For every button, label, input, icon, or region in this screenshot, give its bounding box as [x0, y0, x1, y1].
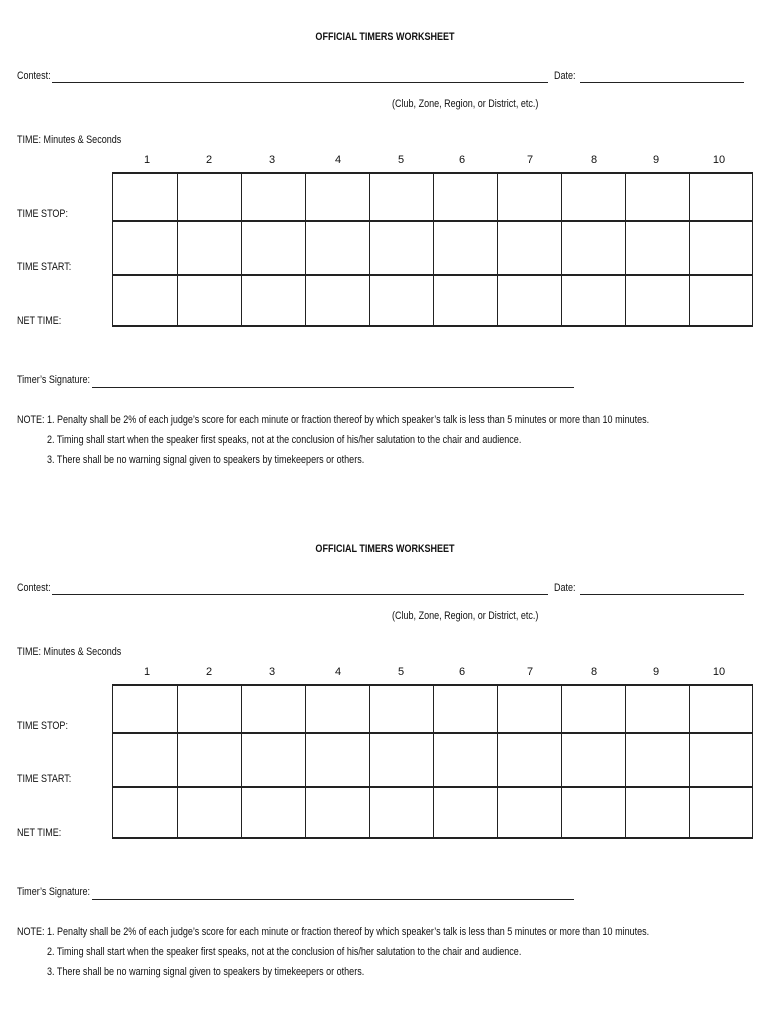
- row-label-time-start: TIME START:: [17, 261, 72, 273]
- column-number: 5: [397, 666, 405, 678]
- note-item: 3. There shall be no warning signal given to speakers by timekeepers or others.: [47, 966, 365, 978]
- row-label-net-time: NET TIME:: [17, 827, 62, 839]
- date-label: Date:: [554, 582, 576, 594]
- column-number: 5: [397, 154, 405, 166]
- time-grid[interactable]: [112, 684, 753, 839]
- note-prefix: NOTE:: [17, 926, 45, 938]
- row-label-net-time: NET TIME:: [17, 315, 62, 327]
- column-number: 4: [334, 154, 342, 166]
- column-number: 7: [526, 154, 534, 166]
- row-label-time-start: TIME START:: [17, 773, 72, 785]
- column-number: 3: [268, 666, 276, 678]
- column-number: 6: [458, 666, 466, 678]
- date-field[interactable]: [580, 594, 744, 595]
- signature-field[interactable]: [92, 387, 574, 388]
- note-item: 2. Timing shall start when the speaker first speaks, not at the conclusion of his/her salutation to the chair and audience.: [47, 434, 522, 446]
- worksheet-title: OFFICIAL TIMERS WORKSHEET: [315, 31, 455, 43]
- date-field[interactable]: [580, 82, 744, 83]
- column-number: 7: [526, 666, 534, 678]
- column-number: 4: [334, 666, 342, 678]
- column-number: 8: [590, 154, 598, 166]
- column-number: 1: [143, 666, 151, 678]
- column-number: 2: [205, 154, 213, 166]
- note-item: 2. Timing shall start when the speaker first speaks, not at the conclusion of his/her salutation to the chair and audience.: [47, 946, 522, 958]
- column-number: 9: [652, 666, 660, 678]
- date-label: Date:: [554, 70, 576, 82]
- column-number: 8: [590, 666, 598, 678]
- signature-label: Timer’s Signature:: [17, 374, 91, 386]
- column-number: 2: [205, 666, 213, 678]
- time-grid[interactable]: [112, 172, 753, 327]
- column-number: 1: [143, 154, 151, 166]
- worksheet-title: OFFICIAL TIMERS WORKSHEET: [315, 543, 455, 555]
- note-item: 3. There shall be no warning signal given to speakers by timekeepers or others.: [47, 454, 365, 466]
- row-label-time-stop: TIME STOP:: [17, 720, 68, 732]
- contest-field[interactable]: [52, 594, 548, 595]
- time-units-label: TIME: Minutes & Seconds: [17, 646, 122, 658]
- column-number: 10: [712, 666, 726, 678]
- contest-label: Contest:: [17, 582, 51, 594]
- column-number: 6: [458, 154, 466, 166]
- timers-worksheet-bottom: [0, 512, 770, 1024]
- time-units-label: TIME: Minutes & Seconds: [17, 134, 122, 146]
- column-number: 3: [268, 154, 276, 166]
- note-item: 1. Penalty shall be 2% of each judge’s score for each minute or fraction thereof by which speaker’s talk is less than 5 minutes or more than 10 minutes.: [47, 414, 650, 426]
- contest-hint: (Club, Zone, Region, or District, etc.): [392, 98, 539, 110]
- note-item: 1. Penalty shall be 2% of each judge’s score for each minute or fraction thereof by which speaker’s talk is less than 5 minutes or more than 10 minutes.: [47, 926, 650, 938]
- contest-field[interactable]: [52, 82, 548, 83]
- column-number: 9: [652, 154, 660, 166]
- signature-label: Timer’s Signature:: [17, 886, 91, 898]
- contest-hint: (Club, Zone, Region, or District, etc.): [392, 610, 539, 622]
- contest-label: Contest:: [17, 70, 51, 82]
- signature-field[interactable]: [92, 899, 574, 900]
- row-label-time-stop: TIME STOP:: [17, 208, 68, 220]
- column-number: 10: [712, 154, 726, 166]
- note-prefix: NOTE:: [17, 414, 45, 426]
